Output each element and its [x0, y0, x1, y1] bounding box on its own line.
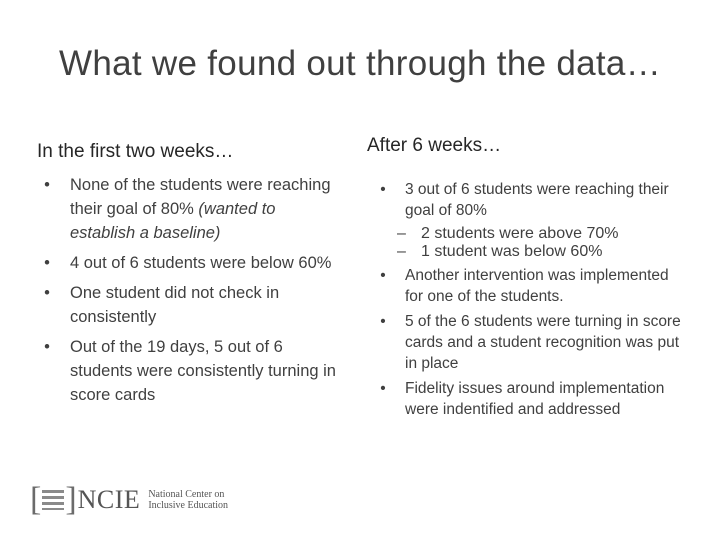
logo-subtitle-line2: Inclusive Education: [148, 500, 229, 511]
list-item: [37, 281, 337, 329]
list-item: [367, 311, 687, 374]
dash-icon: –: [397, 225, 406, 242]
item-note: (wanted to establish a baseline): [70, 200, 276, 242]
sub-list-item: [367, 243, 687, 261]
item-text: Out of the 19 days, 5 out of 6 students were consistently turning in score cards: [70, 338, 336, 404]
bullet-icon: •: [44, 254, 50, 272]
right-sub-list: [367, 225, 687, 261]
right-bullet-list: [367, 179, 687, 221]
logo-subtitle-line1: National Center on: [148, 489, 225, 500]
flag-icon: [42, 490, 64, 510]
item-text: 5 of the 6 students were turning in score cards and a student recognition was put in place: [405, 313, 681, 372]
list-item: [367, 265, 687, 307]
list-item: [367, 378, 687, 420]
list-item: [367, 179, 687, 221]
sub-item-text: 1 student was below 60%: [421, 243, 603, 260]
bullet-icon: •: [44, 338, 50, 356]
list-item: [37, 251, 337, 275]
logo-subtitle: [148, 489, 244, 511]
left-heading: In the first two weeks…: [37, 141, 234, 162]
list-item: [37, 335, 337, 407]
list-item: [37, 173, 337, 245]
bullet-icon: •: [380, 267, 386, 284]
bullet-icon: •: [380, 181, 386, 198]
logo-bracket-close: ]: [65, 481, 77, 518]
bullet-icon: •: [380, 380, 386, 397]
item-text: Another intervention was implemented for one of the students.: [405, 267, 669, 305]
item-text: One student did not check in consistently: [70, 284, 280, 326]
left-bullet-list: [37, 173, 337, 407]
bullet-icon: •: [44, 176, 50, 194]
item-text: 4 out of 6 students were below 60%: [70, 254, 332, 272]
right-bullet-list-continued: [367, 265, 687, 420]
sub-item-text: 2 students were above 70%: [421, 225, 619, 242]
ncie-logo: [30, 481, 244, 518]
logo-wordmark: NCIE: [77, 485, 141, 514]
left-column: [37, 141, 337, 413]
slide-title: What we found out through the data…: [59, 44, 661, 83]
item-text: 3 out of 6 students were reaching their goal of 80%: [405, 181, 669, 219]
bullet-icon: •: [380, 313, 386, 330]
bullet-icon: •: [44, 284, 50, 302]
right-heading: After 6 weeks…: [367, 135, 502, 156]
dash-icon: –: [397, 243, 406, 260]
sub-list-item: [367, 225, 687, 243]
item-text: Fidelity issues around implementation were indentified and addressed: [405, 380, 665, 418]
item-text: None of the students were reaching their goal of 80%: [70, 176, 331, 218]
logo-bracket-open: [: [30, 481, 42, 518]
right-column: [367, 135, 687, 424]
